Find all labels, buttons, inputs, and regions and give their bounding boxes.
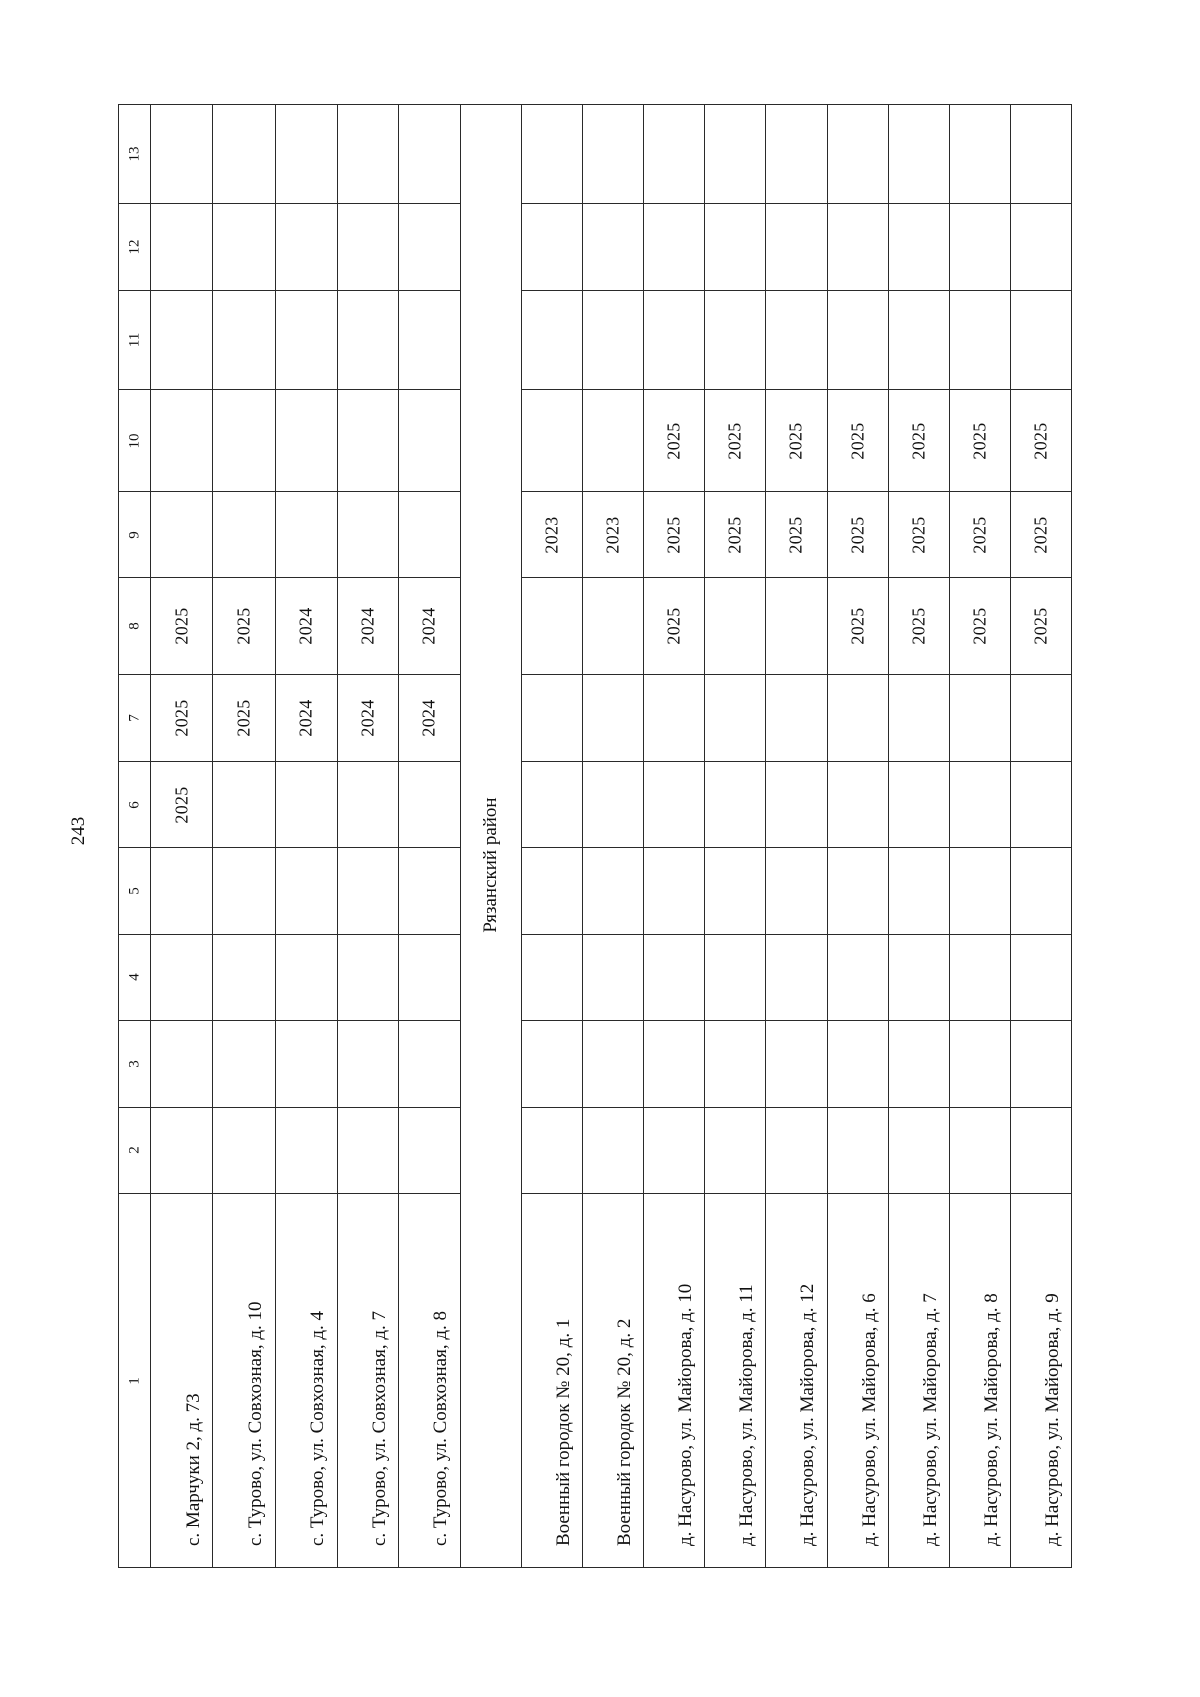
- table-cell: [275, 934, 337, 1020]
- table-cell: [888, 578, 949, 675]
- column-number: 6: [126, 800, 143, 809]
- year-value: 2023: [602, 515, 623, 554]
- column-number: 11: [126, 332, 143, 348]
- table-cell: [522, 1021, 583, 1107]
- table-cell: [275, 290, 337, 389]
- table-cell: [213, 491, 275, 577]
- year-value: 2025: [969, 421, 990, 460]
- year-value: 2024: [418, 699, 439, 737]
- table-cell: [583, 290, 644, 389]
- address-text: Военный городок № 20, д. 2: [614, 1318, 636, 1546]
- table-cell: [583, 1107, 644, 1193]
- address-cell: [888, 1194, 949, 1568]
- year-value: 2025: [1030, 607, 1051, 645]
- table-cell: [213, 848, 275, 934]
- table-cell: [398, 934, 460, 1020]
- table-cell: [337, 204, 398, 290]
- address-text: с. Турово, ул. Совхозная, д. 4: [307, 1310, 329, 1546]
- column-number: 9: [126, 530, 143, 539]
- table-cell: [151, 675, 213, 761]
- table-cell: [522, 390, 583, 492]
- column-number: 5: [126, 887, 143, 895]
- table-cell: [151, 491, 213, 577]
- table-cell: [275, 491, 337, 577]
- table-cell: [1010, 491, 1071, 577]
- table-cell: [398, 1021, 460, 1107]
- table-cell: [705, 491, 766, 577]
- column-number: 7: [126, 714, 143, 722]
- table-cell: [949, 290, 1010, 389]
- table-cell: [644, 491, 705, 577]
- table-cell: [949, 675, 1010, 761]
- table-cell: [275, 105, 337, 204]
- table-cell: [949, 1021, 1010, 1107]
- table-cell: [888, 675, 949, 761]
- table-cell: [522, 848, 583, 934]
- table-cell: [644, 848, 705, 934]
- table-cell: [398, 578, 460, 675]
- table-cell: [705, 105, 766, 204]
- table-cell: [766, 290, 827, 389]
- table-cell: [644, 105, 705, 204]
- table-cell: [644, 1107, 705, 1193]
- table-cell: [644, 675, 705, 761]
- table-cell: [583, 761, 644, 847]
- table-cell: [213, 204, 275, 290]
- table-cell: [949, 204, 1010, 290]
- page-number: 243: [68, 816, 89, 846]
- table-cell: [583, 1021, 644, 1107]
- table-cell: [644, 934, 705, 1020]
- table-cell: [888, 1021, 949, 1107]
- table-cell: [1010, 290, 1071, 389]
- table-cell: [275, 761, 337, 847]
- table-cell: [151, 848, 213, 934]
- column-number: 2: [126, 1146, 143, 1155]
- address-text: с. Турово, ул. Совхозная, д. 8: [430, 1310, 452, 1546]
- year-value: 2024: [418, 607, 439, 645]
- table-cell: [213, 578, 275, 675]
- column-header-5: [119, 848, 151, 934]
- table-cell: [398, 1107, 460, 1193]
- table-cell: [705, 390, 766, 492]
- table-cell: [1010, 675, 1071, 761]
- address-text: с. Турово, ул. Совхозная, д. 10: [244, 1301, 266, 1546]
- table-cell: [827, 1021, 888, 1107]
- table-cell: [522, 675, 583, 761]
- column-header-11: [119, 290, 151, 389]
- address-text: д. Насурово, ул. Майорова, д. 6: [858, 1293, 880, 1546]
- table-cell: [827, 578, 888, 675]
- table-cell: [949, 934, 1010, 1020]
- table-cell: [337, 675, 398, 761]
- table-cell: [766, 1021, 827, 1107]
- year-value: 2025: [969, 607, 990, 645]
- address-cell: [583, 1194, 644, 1568]
- table-cell: [705, 578, 766, 675]
- table-cell: [827, 390, 888, 492]
- table-cell: [583, 105, 644, 204]
- address-cell: [949, 1194, 1010, 1568]
- year-value: 2025: [663, 607, 684, 645]
- table-cell: [705, 675, 766, 761]
- year-value: 2023: [541, 515, 562, 554]
- table-cell: [766, 1107, 827, 1193]
- table-cell: [337, 1021, 398, 1107]
- address-text: д. Насурово, ул. Майорова, д. 11: [736, 1284, 758, 1546]
- year-value: 2025: [663, 421, 684, 460]
- table-cell: [827, 848, 888, 934]
- table-cell: [522, 934, 583, 1020]
- column-number: 10: [126, 433, 143, 448]
- table-cell: [949, 491, 1010, 577]
- year-value: 2025: [785, 515, 806, 554]
- table-cell: [337, 390, 398, 492]
- address-text: Военный городок № 20, д. 1: [553, 1318, 575, 1546]
- table-cell: [1010, 578, 1071, 675]
- table-cell: [644, 761, 705, 847]
- table-cell: [151, 204, 213, 290]
- table-cell: [213, 761, 275, 847]
- table-cell: [275, 848, 337, 934]
- column-number: 12: [126, 239, 143, 255]
- table-cell: [337, 491, 398, 577]
- table-cell: [705, 761, 766, 847]
- table-cell: [151, 1021, 213, 1107]
- address-cell: [337, 1194, 398, 1568]
- table-cell: [827, 491, 888, 577]
- table-cell: [275, 390, 337, 492]
- year-value: 2025: [785, 421, 806, 460]
- table-cell: [888, 1107, 949, 1193]
- table-cell: [522, 491, 583, 577]
- table-cell: [949, 105, 1010, 204]
- table-cell: [583, 848, 644, 934]
- table-cell: [583, 390, 644, 492]
- address-cell: [275, 1194, 337, 1568]
- table-cell: [705, 934, 766, 1020]
- table-cell: [644, 578, 705, 675]
- table-cell: [213, 105, 275, 204]
- rotated-table: [118, 104, 1072, 1568]
- year-value: 2025: [171, 607, 192, 645]
- year-value: 2025: [663, 515, 684, 554]
- table-cell: [888, 105, 949, 204]
- table-cell: [949, 848, 1010, 934]
- year-value: 2024: [357, 607, 378, 645]
- year-value: 2025: [908, 515, 929, 554]
- table-cell: [1010, 390, 1071, 492]
- address-text: с. Марчуки 2, д. 73: [182, 1393, 204, 1546]
- table-cell: [644, 204, 705, 290]
- table-cell: [766, 578, 827, 675]
- address-text: д. Насурово, ул. Майорова, д. 7: [919, 1293, 941, 1546]
- table-cell: [949, 390, 1010, 492]
- table-cell: [705, 204, 766, 290]
- table-cell: [583, 675, 644, 761]
- table-cell: [151, 1107, 213, 1193]
- table-cell: [337, 105, 398, 204]
- column-header-13: [119, 105, 151, 204]
- year-value: 2025: [233, 607, 254, 645]
- address-cell: [213, 1194, 275, 1568]
- table-cell: [398, 675, 460, 761]
- address-text: с. Турово, ул. Совхозная, д. 7: [368, 1310, 390, 1546]
- column-header-9: [119, 491, 151, 577]
- year-value: 2025: [171, 699, 192, 737]
- address-cell: [705, 1194, 766, 1568]
- table-cell: [888, 390, 949, 492]
- table-cell: [151, 578, 213, 675]
- table-cell: [1010, 848, 1071, 934]
- table-cell: [766, 390, 827, 492]
- table-cell: [583, 578, 644, 675]
- year-value: 2025: [233, 699, 254, 737]
- table-cell: [583, 934, 644, 1020]
- district-heading: Рязанский район: [479, 797, 501, 933]
- year-value: 2025: [171, 786, 192, 824]
- year-value: 2025: [1030, 515, 1051, 554]
- table-cell: [644, 290, 705, 389]
- table-cell: [522, 761, 583, 847]
- table-cell: [888, 204, 949, 290]
- address-text: д. Насурово, ул. Майорова, д. 9: [1041, 1293, 1063, 1546]
- column-header-4: [119, 934, 151, 1020]
- column-number: 4: [126, 973, 143, 982]
- table-cell: [398, 491, 460, 577]
- column-number: 3: [126, 1060, 143, 1068]
- table-cell: [337, 761, 398, 847]
- table-cell: [151, 761, 213, 847]
- year-value: 2025: [1030, 421, 1051, 460]
- table-cell: [275, 1021, 337, 1107]
- table-cell: [583, 204, 644, 290]
- column-header-3: [119, 1021, 151, 1107]
- table-cell: [1010, 1021, 1071, 1107]
- table-cell: [949, 761, 1010, 847]
- table-cell: [888, 934, 949, 1020]
- column-header-12: [119, 204, 151, 290]
- table-cell: [151, 105, 213, 204]
- table-cell: [827, 761, 888, 847]
- table-cell: [1010, 934, 1071, 1020]
- table-cell: [644, 390, 705, 492]
- table-cell: [213, 290, 275, 389]
- address-cell: [151, 1194, 213, 1568]
- address-cell: [766, 1194, 827, 1568]
- table-cell: [766, 934, 827, 1020]
- table-cell: [827, 290, 888, 389]
- column-header-7: [119, 675, 151, 761]
- address-cell: [1010, 1194, 1071, 1568]
- address-cell: [398, 1194, 460, 1568]
- address-text: д. Насурово, ул. Майорова, д. 12: [797, 1283, 819, 1546]
- address-cell: [522, 1194, 583, 1568]
- table-cell: [275, 204, 337, 290]
- table-cell: [949, 578, 1010, 675]
- column-number: 13: [126, 146, 143, 162]
- table-cell: [398, 848, 460, 934]
- table-cell: [522, 1107, 583, 1193]
- year-value: 2025: [724, 515, 745, 554]
- table-cell: [522, 578, 583, 675]
- year-value: 2024: [295, 699, 316, 737]
- year-value: 2024: [295, 607, 316, 645]
- table-cell: [275, 675, 337, 761]
- table-cell: [827, 204, 888, 290]
- year-value: 2025: [724, 421, 745, 460]
- table-cell: [705, 848, 766, 934]
- table-cell: [337, 290, 398, 389]
- table-cell: [398, 204, 460, 290]
- table-cell: [827, 934, 888, 1020]
- table-cell: [337, 578, 398, 675]
- table-cell: [522, 105, 583, 204]
- year-value: 2025: [847, 421, 868, 460]
- district-heading-cell: [460, 105, 521, 1568]
- table-cell: [888, 491, 949, 577]
- column-header-8: [119, 578, 151, 675]
- table-cell: [1010, 1107, 1071, 1193]
- table-cell: [766, 491, 827, 577]
- table-cell: [705, 290, 766, 389]
- column-header-10: [119, 390, 151, 492]
- table-cell: [337, 934, 398, 1020]
- table-cell: [151, 290, 213, 389]
- table-cell: [398, 290, 460, 389]
- year-value: 2025: [908, 607, 929, 645]
- table-cell: [213, 390, 275, 492]
- table-cell: [827, 1107, 888, 1193]
- table-cell: [766, 761, 827, 847]
- table-cell: [766, 675, 827, 761]
- table-cell: [275, 578, 337, 675]
- table-cell: [827, 105, 888, 204]
- table-cell: [888, 848, 949, 934]
- table-cell: [337, 848, 398, 934]
- column-header-6: [119, 761, 151, 847]
- table-cell: [213, 675, 275, 761]
- address-cell: [827, 1194, 888, 1568]
- table-cell: [1010, 105, 1071, 204]
- table-cell: [151, 390, 213, 492]
- year-value: 2025: [847, 607, 868, 645]
- year-value: 2025: [847, 515, 868, 554]
- address-text: д. Насурово, ул. Майорова, д. 10: [675, 1283, 697, 1546]
- table-cell: [151, 934, 213, 1020]
- data-table: [118, 104, 1072, 1568]
- year-value: 2025: [969, 515, 990, 554]
- table-cell: [644, 1021, 705, 1107]
- table-cell: [766, 204, 827, 290]
- table-cell: [213, 934, 275, 1020]
- table-cell: [398, 390, 460, 492]
- table-cell: [522, 204, 583, 290]
- address-text: д. Насурово, ул. Майорова, д. 8: [980, 1293, 1002, 1546]
- table-cell: [888, 290, 949, 389]
- column-header-1: [119, 1194, 151, 1568]
- table-cell: [398, 761, 460, 847]
- table-cell: [1010, 761, 1071, 847]
- table-cell: [827, 675, 888, 761]
- column-number: 1: [126, 1376, 143, 1385]
- table-cell: [213, 1107, 275, 1193]
- address-cell: [644, 1194, 705, 1568]
- table-cell: [705, 1021, 766, 1107]
- column-header-2: [119, 1107, 151, 1193]
- table-cell: [583, 491, 644, 577]
- table-cell: [766, 848, 827, 934]
- table-cell: [213, 1021, 275, 1107]
- table-cell: [705, 1107, 766, 1193]
- table-cell: [949, 1107, 1010, 1193]
- table-cell: [275, 1107, 337, 1193]
- table-cell: [337, 1107, 398, 1193]
- column-number: 8: [126, 622, 143, 631]
- year-value: 2024: [357, 699, 378, 737]
- table-cell: [1010, 204, 1071, 290]
- table-cell: [888, 761, 949, 847]
- table-cell: [766, 105, 827, 204]
- table-cell: [522, 290, 583, 389]
- year-value: 2025: [908, 421, 929, 460]
- table-cell: [398, 105, 460, 204]
